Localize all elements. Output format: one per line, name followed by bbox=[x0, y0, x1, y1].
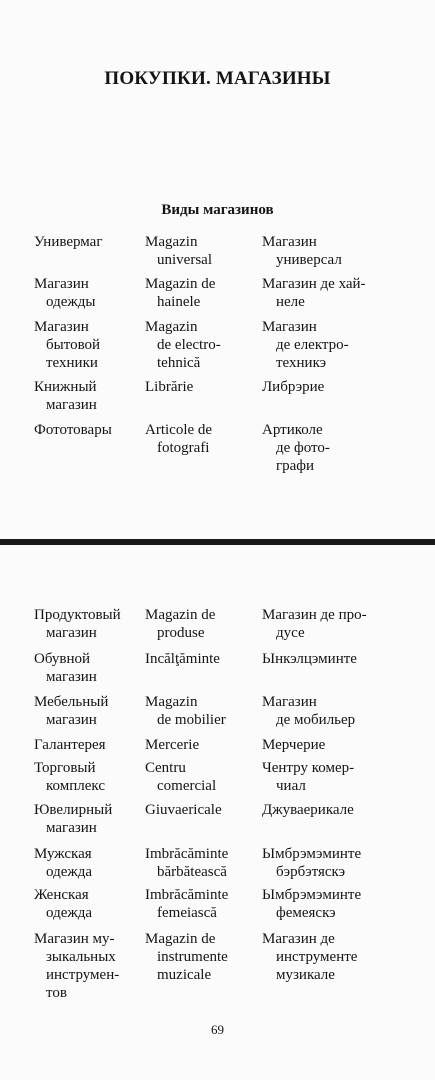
romanian-term bbox=[145, 275, 260, 311]
russian-term-line: магазин bbox=[46, 625, 97, 641]
section-title: Виды магазинов bbox=[161, 202, 274, 218]
transcription-line: Мерчерие bbox=[262, 737, 326, 753]
transcription-line: Чентру комер- bbox=[262, 760, 355, 776]
romanian-term-line: femeiască bbox=[157, 905, 217, 921]
romanian-term bbox=[145, 318, 260, 372]
romanian-term-line: muzicale bbox=[157, 967, 212, 983]
transcription-line: инструменте bbox=[276, 949, 358, 965]
transcription-line: Магазин bbox=[262, 234, 317, 250]
russian-term bbox=[34, 378, 146, 414]
transcription bbox=[262, 233, 422, 269]
russian-term-line: Фототовары bbox=[34, 422, 112, 438]
romanian-term-line: Magazin de bbox=[145, 276, 216, 292]
russian-term bbox=[34, 736, 146, 754]
transcription-line: Магазин де про- bbox=[262, 607, 367, 623]
russian-term-line: магазин bbox=[46, 820, 97, 836]
transcription-line: Магазин де хай- bbox=[262, 276, 366, 292]
transcription-line: неле bbox=[276, 294, 305, 310]
romanian-term bbox=[145, 801, 260, 819]
romanian-term bbox=[145, 421, 260, 457]
transcription-line: де електро- bbox=[276, 337, 349, 353]
romanian-term-line: Magazin bbox=[145, 234, 198, 250]
romanian-term-line: produse bbox=[157, 625, 205, 641]
russian-term bbox=[34, 650, 146, 686]
russian-term bbox=[34, 233, 146, 251]
russian-term-line: Мебельный bbox=[34, 694, 109, 710]
romanian-term bbox=[145, 693, 260, 729]
russian-term-line: Торговый bbox=[34, 760, 96, 776]
transcription-line: Ымбрэмэминте bbox=[262, 846, 362, 862]
transcription-line: бэрбэтяскэ bbox=[276, 864, 346, 880]
romanian-term bbox=[145, 886, 260, 922]
romanian-term-line: universal bbox=[157, 252, 212, 268]
romanian-term-line: Articole de bbox=[145, 422, 213, 438]
romanian-term bbox=[145, 233, 260, 269]
romanian-term bbox=[145, 845, 260, 881]
russian-term bbox=[34, 606, 146, 642]
transcription bbox=[262, 930, 422, 984]
romanian-term-line: Magazin bbox=[145, 319, 198, 335]
romanian-term bbox=[145, 930, 260, 984]
russian-term bbox=[34, 845, 146, 881]
romanian-term-line: comercial bbox=[157, 778, 217, 794]
russian-term-line: Магазин bbox=[34, 276, 89, 292]
russian-term-line: Женская bbox=[34, 887, 89, 903]
transcription bbox=[262, 650, 422, 668]
romanian-term-line: hainele bbox=[157, 294, 201, 310]
romanian-term-line: Magazin de bbox=[145, 607, 216, 623]
transcription-line: Магазин bbox=[262, 694, 317, 710]
russian-term-line: техники bbox=[46, 355, 98, 371]
russian-term-line: бытовой bbox=[46, 337, 101, 353]
romanian-term-line: Librărie bbox=[145, 379, 194, 395]
romanian-term bbox=[145, 378, 260, 396]
transcription-line: фемеяскэ bbox=[276, 905, 336, 921]
russian-term bbox=[34, 693, 146, 729]
transcription bbox=[262, 275, 422, 311]
russian-term-line: магазин bbox=[46, 712, 97, 728]
romanian-term bbox=[145, 759, 260, 795]
russian-term-line: магазин bbox=[46, 397, 97, 413]
russian-term bbox=[34, 275, 146, 311]
russian-term bbox=[34, 886, 146, 922]
romanian-term-line: Centru bbox=[145, 760, 186, 776]
romanian-term-line: fotografi bbox=[157, 440, 210, 456]
transcription bbox=[262, 801, 422, 819]
transcription-line: Джуваерикале bbox=[262, 802, 354, 818]
russian-term-line: одежда bbox=[46, 864, 93, 880]
romanian-term-line: de electro- bbox=[157, 337, 221, 353]
romanian-term bbox=[145, 606, 260, 642]
transcription-line: Ынкэлцэминте bbox=[262, 651, 357, 667]
russian-term bbox=[34, 421, 146, 439]
russian-term-line: одежда bbox=[46, 905, 93, 921]
transcription-line: Магазин де bbox=[262, 931, 335, 947]
romanian-term-line: bărbătească bbox=[157, 864, 227, 880]
russian-term-line: тов bbox=[46, 985, 67, 1001]
transcription-line: Ымбрэмэминте bbox=[262, 887, 362, 903]
russian-term-line: Обувной bbox=[34, 651, 91, 667]
romanian-term-line: Imbrăcăminte bbox=[145, 846, 229, 862]
romanian-term-line: Magazin de bbox=[145, 931, 216, 947]
russian-term-line: одежды bbox=[46, 294, 96, 310]
romanian-term-line: tehnică bbox=[157, 355, 201, 371]
russian-term-line: зыкальных bbox=[46, 949, 116, 965]
transcription-line: Артиколе bbox=[262, 422, 323, 438]
transcription bbox=[262, 421, 422, 475]
russian-term-line: магазин bbox=[46, 669, 97, 685]
russian-term bbox=[34, 759, 146, 795]
russian-term-line: инструмен- bbox=[46, 967, 120, 983]
romanian-term-line: Giuvaericale bbox=[145, 802, 222, 818]
romanian-term-line: Magazin bbox=[145, 694, 198, 710]
russian-term bbox=[34, 801, 146, 837]
russian-term-line: Продуктовый bbox=[34, 607, 121, 623]
transcription-line: де мобильер bbox=[276, 712, 356, 728]
russian-term bbox=[34, 930, 146, 1002]
transcription bbox=[262, 886, 422, 922]
russian-term-line: Галантерея bbox=[34, 737, 106, 753]
romanian-term-line: Mercerie bbox=[145, 737, 200, 753]
russian-term-line: Мужская bbox=[34, 846, 92, 862]
transcription-line: де фото- bbox=[276, 440, 330, 456]
transcription-line: Магазин bbox=[262, 319, 317, 335]
transcription-line: техникэ bbox=[276, 355, 327, 371]
transcription bbox=[262, 318, 422, 372]
romanian-term bbox=[145, 736, 260, 754]
russian-term bbox=[34, 318, 146, 372]
romanian-term bbox=[145, 650, 260, 668]
transcription-line: музикале bbox=[276, 967, 335, 983]
transcription bbox=[262, 378, 422, 396]
transcription bbox=[262, 736, 422, 754]
transcription-line: Либрэрие bbox=[262, 379, 325, 395]
transcription-line: дусе bbox=[276, 625, 305, 641]
russian-term-line: Книжный bbox=[34, 379, 97, 395]
transcription bbox=[262, 759, 422, 795]
transcription-line: чиал bbox=[276, 778, 306, 794]
page-number: 69 bbox=[211, 1022, 224, 1037]
transcription bbox=[262, 606, 422, 642]
romanian-term-line: de mobilier bbox=[157, 712, 226, 728]
russian-term-line: Универмаг bbox=[34, 234, 103, 250]
russian-term-line: Магазин му- bbox=[34, 931, 115, 947]
romanian-term-line: Imbrăcăminte bbox=[145, 887, 229, 903]
transcription bbox=[262, 845, 422, 881]
romanian-term-line: Incălţăminte bbox=[145, 651, 220, 667]
transcription bbox=[262, 693, 422, 729]
russian-term-line: Ювелирный bbox=[34, 802, 113, 818]
page-title: ПОКУПКИ. МАГАЗИНЫ bbox=[104, 68, 331, 89]
russian-term-line: комплекс bbox=[46, 778, 105, 794]
transcription-line: графи bbox=[276, 458, 315, 474]
transcription-line: универсал bbox=[276, 252, 342, 268]
romanian-term-line: instrumente bbox=[157, 949, 228, 965]
russian-term-line: Магазин bbox=[34, 319, 89, 335]
